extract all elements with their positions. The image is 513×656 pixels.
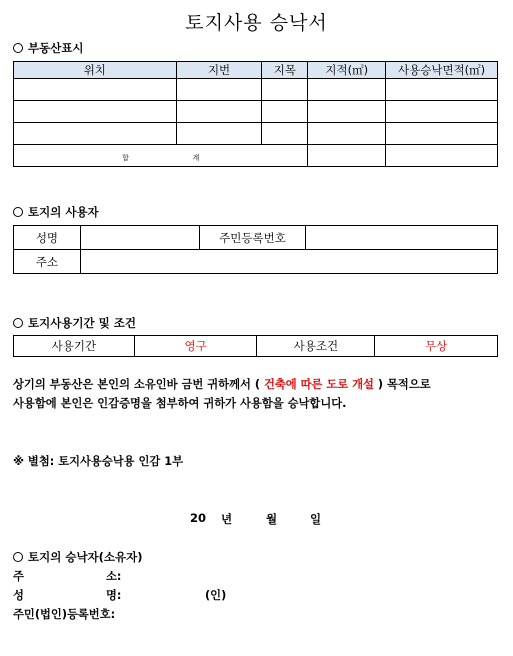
address-value-cell[interactable] (80, 250, 497, 274)
address-label-cell: 주소 (14, 250, 81, 274)
date-year-prefix: 20 (190, 511, 207, 525)
table-header-row (14, 62, 498, 79)
table-row (14, 250, 498, 274)
section-real-estate-heading (13, 40, 84, 56)
column-header-approved-area: 사용승낙면적(㎡) (386, 62, 498, 79)
date-year: 년 (221, 512, 233, 526)
total-row (14, 145, 498, 167)
table-cell[interactable] (262, 123, 308, 145)
column-header-location: 위치 (14, 62, 177, 79)
table-row (14, 336, 498, 357)
table-cell[interactable] (262, 79, 308, 101)
section-heading-text: 토지의 승낙자(소유자) (28, 550, 143, 564)
seal-mark: (인) (205, 589, 227, 602)
table-row (14, 226, 498, 250)
total-area-cell[interactable] (308, 145, 386, 167)
table-cell[interactable] (176, 123, 262, 145)
total-label-sum: 합 (122, 153, 129, 162)
statement-text: ) 목적으로 (373, 378, 431, 391)
statement-text-line2: 사용함에 본인은 인감증명을 첨부하여 귀하가 사용함을 승낙합니다. (13, 397, 347, 410)
table-cell[interactable] (386, 123, 498, 145)
table-cell[interactable] (176, 79, 262, 101)
section-heading-text: 토지사용기간 및 조건 (28, 316, 136, 330)
column-header-lot-number: 지번 (176, 62, 262, 79)
table-row (14, 123, 498, 145)
table-cell[interactable] (14, 123, 177, 145)
table-cell[interactable] (308, 123, 386, 145)
grantor-address-label-1: 주 (13, 570, 24, 583)
column-header-area: 지적(㎡) (308, 62, 386, 79)
period-label-cell: 사용기간 (14, 336, 135, 357)
total-label-cell (14, 145, 308, 167)
grantor-name-label-2: 명: (106, 589, 122, 602)
consent-statement (13, 375, 503, 413)
table-row (14, 79, 498, 101)
table-cell[interactable] (308, 79, 386, 101)
section-land-user-heading (13, 204, 99, 220)
table-cell[interactable] (262, 101, 308, 123)
date-day: 일 (310, 512, 322, 526)
document-title: 토지사용 승낙서 (185, 12, 328, 34)
section-usage-terms-heading (13, 315, 136, 331)
table-cell[interactable] (308, 101, 386, 123)
condition-value-cell: 무상 (375, 336, 498, 357)
table-row (14, 101, 498, 123)
table-cell[interactable] (386, 101, 498, 123)
usage-terms-table (13, 335, 498, 357)
period-value-cell: 영구 (134, 336, 257, 357)
circle-bullet-icon (13, 318, 23, 328)
real-estate-table (13, 61, 498, 167)
statement-purpose: 건축에 따른 도로 개설 (263, 378, 374, 391)
name-label-cell: 성명 (14, 226, 81, 250)
date-month: 월 (266, 512, 278, 526)
condition-label-cell: 사용조건 (257, 336, 375, 357)
circle-bullet-icon (13, 43, 23, 53)
circle-bullet-icon (13, 207, 23, 217)
section-heading-text: 토지의 사용자 (28, 205, 99, 219)
resident-no-value-cell[interactable] (306, 226, 498, 250)
total-label-total: 계 (192, 153, 200, 162)
table-cell[interactable] (14, 79, 177, 101)
grantor-reg-no-label: 주민(법인)등록번호: (13, 608, 116, 621)
section-grantor-heading (13, 549, 143, 565)
table-cell[interactable] (176, 101, 262, 123)
land-user-table (13, 225, 498, 274)
table-cell[interactable] (386, 79, 498, 101)
grantor-address-label-2: 소: (106, 570, 122, 583)
statement-text: 상기의 부동산은 본인의 소유인바 금번 귀하께서 ( (13, 378, 264, 391)
column-header-land-category: 지목 (262, 62, 308, 79)
section-heading-text: 부동산표시 (28, 41, 84, 55)
total-approved-area-cell[interactable] (386, 145, 498, 167)
table-cell[interactable] (14, 101, 177, 123)
grantor-name-label-1: 성 (13, 589, 24, 602)
attachment-note: ※ 별첨: 토지사용승낙용 인감 1부 (13, 455, 184, 468)
name-value-cell[interactable] (80, 226, 199, 250)
circle-bullet-icon (13, 552, 23, 562)
resident-no-label-cell: 주민등록번호 (199, 226, 306, 250)
